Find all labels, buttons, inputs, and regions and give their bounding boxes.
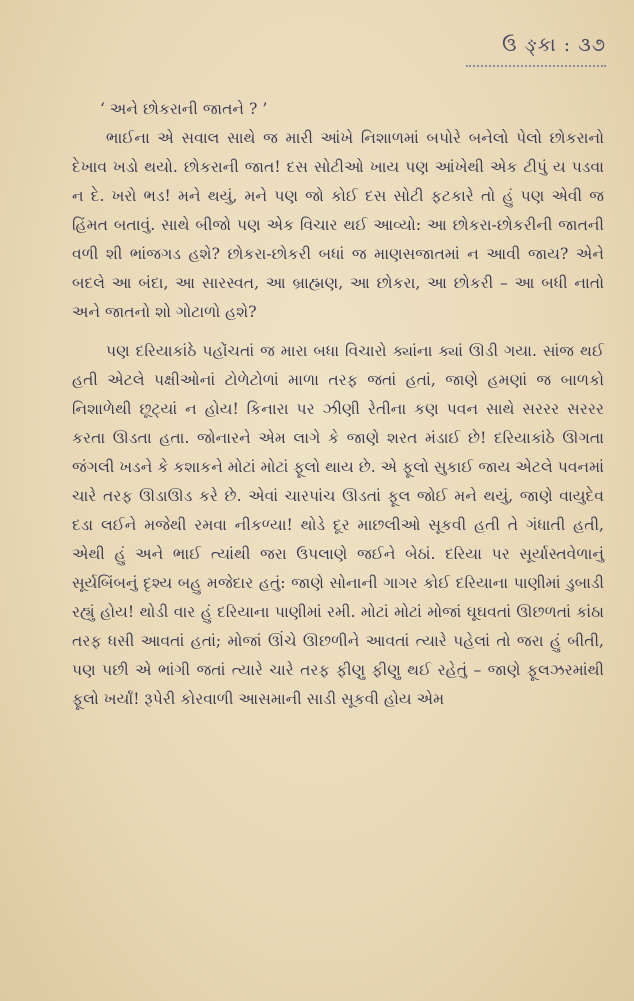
quoted-line: ‘ અને છોકરાની જાતને ? ’	[100, 100, 268, 118]
paragraph-spacer	[72, 327, 604, 337]
body-text	[72, 95, 604, 714]
paragraph-2: પણ દરિયાકાંઠે પહોંચતાં જ મારા બધા વિચારો ક્યાંના ક્યાં ઊડી ગયા. સાંજ થઈ હતી એટલે પક્ષીઓનાં ટોળેટોળાં માળા તરફ જતાં હતાં, જાણે હમણાં જ બાળકો નિશાળેથી છૂટ્યાં ન હોય! કિનારા પર ઝીણી રેતીના કણ પવન સાથે સરરર સરરર કરતા ઊડતા હતા. જોનારને એમ લાગે કે જાણે શરત મંડાઈ છે! દરિયાકાંઠે ઊગતા જંગલી ખડને કે કશાકને મોટાં મોટાં ફૂલો થાય છે. એ ફૂલો સુકાઈ જાય એટલે પવનમાં ચારે તરફ ઊડાઊડ કરે છે. એવાં ચારપાંચ ઊડતાં ફૂલ જોઈ મને થયું, જાણે વાયુદેવ દડા લઈને મજેથી રમવા નીકળ્યા! થોડે દૂર માછલીઓ સૂકવી હતી તે ગંધાતી હતી, એથી હું અને ભાઈ ત્યાંથી જરા ઉપલાણે જઈને બેઠાં. દરિયા પર સૂર્યાસ્તવેળાનું સૂર્યબિંબનું દૃશ્ય બહુ મજેદાર હતું: જાણે સોનાની ગાગર કોઈ દરિયાના પાણીમાં ડુબાડી રહ્યું હોય! થોડી વાર હું દરિયાના પાણીમાં રમી. મોટાં મોટાં મોજાં ઘૂઘવતાં ઊછળતાં કાંઠા તરફ ધસી આવતાં હતાં; મોજાં ઊંચે ઊછળીને આવતાં ત્યારે પહેલાં તો જરા હું બીતી, પણ પછી એ ભાંગી જતાં ત્યારે ચારે તરફ ફીણુ ફીણુ થઈ રહેતું – જાણે ફૂલઝરમાંથી ફૂલો ખર્યાં! રૂપેરી કોરવાળી આસમાની સાડી સૂકવી હોય એમ	[72, 342, 604, 708]
paragraph-1: ભાઈના એ સવાલ સાથે જ મારી આંખે નિશાળમાં બપોરે બનેલો પેલો છોકરાનો દેખાવ ખડો થયો. છોકરાની જાત! દસ સોટીઓ ખાય પણ આંખેથી એક ટીપું ય પડવા ન દે. ખરો ભડ! મને થયું, મને પણ જો કોઈ દસ સોટી ફટકારે તો હું પણ એવી જ હિંમત બતાવું. સાથે બીજો પણ એક વિચાર થઈ આવ્યો: આ છોકરા-છોકરીની જાતની વળી શી ભાંજગડ હશે? છોકરા-છોકરી બધાં જ માણસજાતમાં ન આવી જાય? એને બદલે આ બંદા, આ સારસ્વત, આ બ્રાહ્મણ, આ છોકરા, આ છોકરી – આ બધી નાતો અને જાતનો શો ગોટાળો હશે?	[72, 129, 604, 321]
running-title: ઉ ઙ્કા : ૩૭	[502, 34, 606, 56]
running-header	[466, 34, 606, 67]
decorative-rule	[466, 59, 606, 67]
